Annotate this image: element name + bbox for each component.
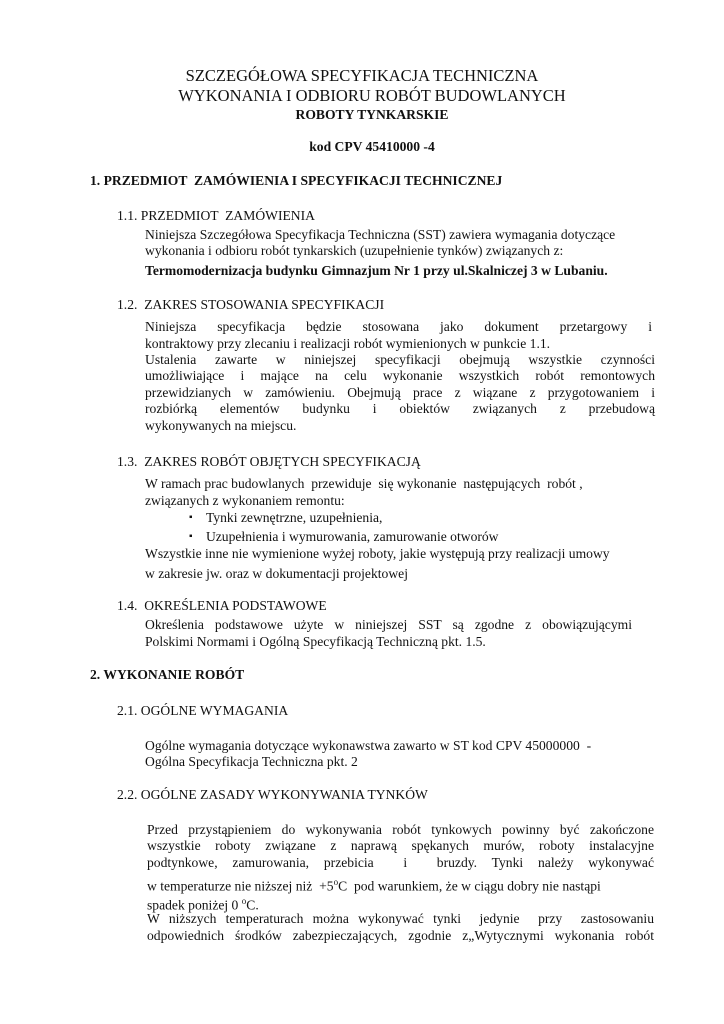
section-2-2-line: W niższych temperaturach można wykonywać tynki jedynie przy zastosowaniu — [147, 911, 654, 926]
section-2-2-line: podtynkowe, zamurowania, przebicia i bruzdy. Tynki należy wykonywać — [147, 855, 654, 870]
section-2-2-line: wszystkie roboty związane z naprawą spękanych murów, roboty instalacyjne — [147, 838, 654, 853]
doc-title-line-1: SZCZEGÓŁOWA SPECYFIKACJA TECHNICZNA — [185, 66, 539, 85]
section-1-2-line: wykonywanych na miejscu. — [145, 418, 297, 433]
section-1-2-line: umożliwiające i mające na celu wykonanie wszystkich robót remontowych — [145, 368, 655, 383]
section-1-heading: 1. PRZEDMIOT ZAMÓWIENIA I SPECYFIKACJI TECHNICZNEJ — [90, 173, 503, 188]
section-1-4-line: Polskimi Normami i Ogólną Specyfikacją Techniczną pkt. 1.5. — [145, 634, 486, 649]
section-1-2-line: Niniejsza specyfikacja będzie stosowana jako dokument przetargowy i — [145, 319, 652, 334]
bullet-item: ▪ Tynki zewnętrzne, uzupełnienia, — [189, 510, 383, 525]
section-2-2-line-frost: spadek poniżej 0 $^o$C. — [147, 896, 259, 913]
section-1-2-heading: 1.2. ZAKRES STOSOWANIA SPECYFIKACJI — [117, 297, 385, 312]
section-2-2-line: Przed przystąpieniem do wykonywania robót tynkowych powinny być zakończone — [147, 822, 654, 837]
doc-title-line-2: WYKONANIA I ODBIORU ROBÓT BUDOWLANYCH — [178, 86, 566, 105]
cpv-code: kod CPV 45410000 -4 — [309, 139, 435, 154]
section-1-4-heading: 1.4. OKREŚLENIA PODSTAWOWE — [117, 598, 327, 613]
section-2-1-heading: 2.1. OGÓLNE WYMAGANIA — [117, 703, 289, 718]
section-2-2-line-temperature: w temperaturze nie niższej niż $+5^oC$ pod warunkiem, że w ciągu dobry nie nastąpi — [147, 877, 601, 894]
section-2-1-line: Ogólne wymagania dotyczące wykonawstwa zawarto w ST kod CPV 45000000 - — [145, 738, 592, 753]
section-1-2-line: kontraktowy przy zlecaniu i realizacji robót wymienionych w punkcie 1.1. — [145, 336, 551, 351]
bullet-icon: ▪ — [189, 531, 193, 542]
section-1-3-line: w zakresie jw. oraz w dokumentacji projektowej — [145, 566, 408, 581]
section-1-2-line: rozbiórką elementów budynku i obiektów związanych z przebudową — [145, 401, 655, 416]
section-2-1-line: Ogólna Specyfikacja Techniczna pkt. 2 — [145, 754, 358, 769]
section-2-heading: 2. WYKONANIE ROBÓT — [90, 667, 245, 682]
bullet-item: ▪ Uzupełnienia i wymurowania, zamurowanie otworów — [189, 529, 499, 544]
section-1-2-line: Ustalenia zawarte w niniejszej specyfikacji obejmują wszystkie czynności — [145, 352, 655, 367]
section-1-3-heading: 1.3. ZAKRES ROBÓT OBJĘTYCH SPECYFIKACJĄ — [117, 454, 421, 469]
section-1-3-line: związanych z wykonaniem remontu: — [145, 493, 345, 508]
section-1-4-line: Określenia podstawowe użyte w niniejszej SST są zgodne z obowiązującymi — [145, 617, 632, 632]
section-1-2-line: przewidzianych w zamówieniu. Obejmują prace z wiązane z przygotowaniem i — [145, 385, 655, 400]
section-1-1-line: wykonania i odbioru robót tynkarskich (uzupełnienie tynków) związanych z: — [145, 243, 564, 258]
section-1-1-heading: 1.1. PRZEDMIOT ZAMÓWIENIA — [117, 208, 315, 223]
section-2-2-heading: 2.2. OGÓLNE ZASADY WYKONYWANIA TYNKÓW — [117, 787, 428, 802]
section-1-3-line: W ramach prac budowlanych przewiduje się wykonanie następujących robót , — [145, 476, 583, 491]
section-1-1-line: Niniejsza Szczegółowa Specyfikacja Techniczna (SST) zawiera wymagania dotyczące — [145, 227, 616, 242]
doc-subtitle: ROBOTY TYNKARSKIE — [295, 107, 449, 122]
section-1-3-line: Wszystkie inne nie wymienione wyżej roboty, jakie występują przy realizacji umowy — [145, 546, 610, 561]
section-2-2-line: odpowiednich środków zabezpieczających, zgodnie z„Wytycznymi wykonania robót — [147, 928, 654, 943]
bullet-icon: ▪ — [189, 512, 193, 523]
project-name: Termomodernizacja budynku Gimnazjum Nr 1 przy ul.Skalniczej 3 w Lubaniu. — [145, 263, 608, 278]
